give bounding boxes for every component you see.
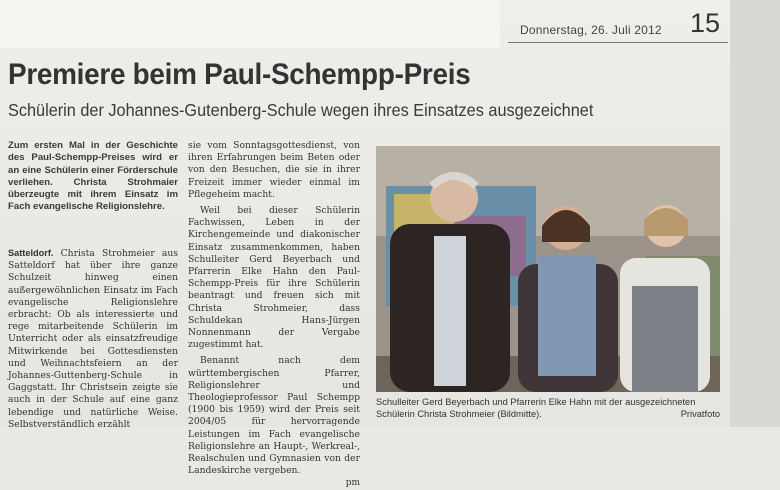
article-column-2 bbox=[188, 140, 360, 490]
header-rule bbox=[508, 42, 728, 43]
body-text-col1: Christa Strohmeier aus Satteldorf hat über ihre ganze Schulzeit hinweg einen außergewöhnlichen Einsatz im Fach evangelische Religionslehre erbracht: Ob als interessierte und rege mitarbeitende Schülerin im Unterricht oder als einsatzfreudige Mitwirkende bei Gottesdiensten und Weihnachtsfeiern an der Johannes-Guttenberg-Schule in Gaggstatt. Ihr Christsein zeigte sie auch in der Schule auf eine ganz lebendige und natürliche Weise. Selbstverständlich erzählt bbox=[8, 248, 179, 430]
article-column-1 bbox=[8, 247, 178, 431]
article-photo bbox=[376, 146, 720, 392]
dateline: Satteldorf. bbox=[8, 248, 54, 258]
article-subheadline: Schülerin der Johannes-Gutenberg-Schule wegen ihres Einsatzes ausgezeichnet bbox=[8, 100, 594, 120]
article-headline: Premiere beim Paul-Schempp-Preis bbox=[8, 58, 471, 91]
issue-date: Donnerstag, 26. Juli 2012 bbox=[520, 23, 662, 37]
photo-caption bbox=[376, 396, 720, 420]
top-margin-strip bbox=[0, 0, 500, 48]
photo-illustration bbox=[376, 146, 720, 392]
body-paragraph-2: Weil bei dieser Schülerin Fachwissen, Leben in der Kirchengemeinde und diakonischer Einsatz zusammenkommen, haben Schulleiter Gerd Beyerbach und Pfarrerin Elke Hahn den Paul-Schempp-Preis für ihre Schülerin beantragt und freuen sich mit Christa Strohmeier, dass Schuldekan Hans-Jürgen Nonnenmann der Vergabe zugestimmt hat. bbox=[188, 205, 360, 351]
author-signature: pm bbox=[345, 478, 360, 489]
body-paragraph-1: sie vom Sonntagsgottesdienst, von ihren Erfahrungen beim Beten oder von den Besuchen, die sie in ihrer Freizeit immer wieder einmal im Pflegeheim macht. bbox=[188, 140, 360, 200]
photo-credit: Privatfoto bbox=[680, 409, 720, 419]
body-paragraph-3: Benannt nach dem württembergischen Pfarrer, Religionslehrer und Theologieprofessor Paul Schempp (1900 bis 1959) wird der Preis seit 2004/05 für hervorragende Leistungen im Fach evangelische Religionslehre an Haupt-, Werkreal-, Realschulen und Gymnasien von der Landeskirche vergeben. bbox=[188, 355, 360, 477]
article-lead: Zum ersten Mal in der Geschichte des Paul-Schempp-Preises wird er an eine Schülerin einer Förderschule verliehen. Christa Strohmaier überzeugte mit ihrem Einsatz im Fach evangelische Religionslehre. bbox=[8, 140, 178, 213]
caption-text: Schulleiter Gerd Beyerbach und Pfarrerin Elke Hahn mit der ausgezeichneten Schülerin Christa Strohmeier (Bildmitte). bbox=[376, 397, 696, 419]
adjacent-page-edge bbox=[730, 0, 780, 427]
page-number: 15 bbox=[690, 8, 721, 38]
